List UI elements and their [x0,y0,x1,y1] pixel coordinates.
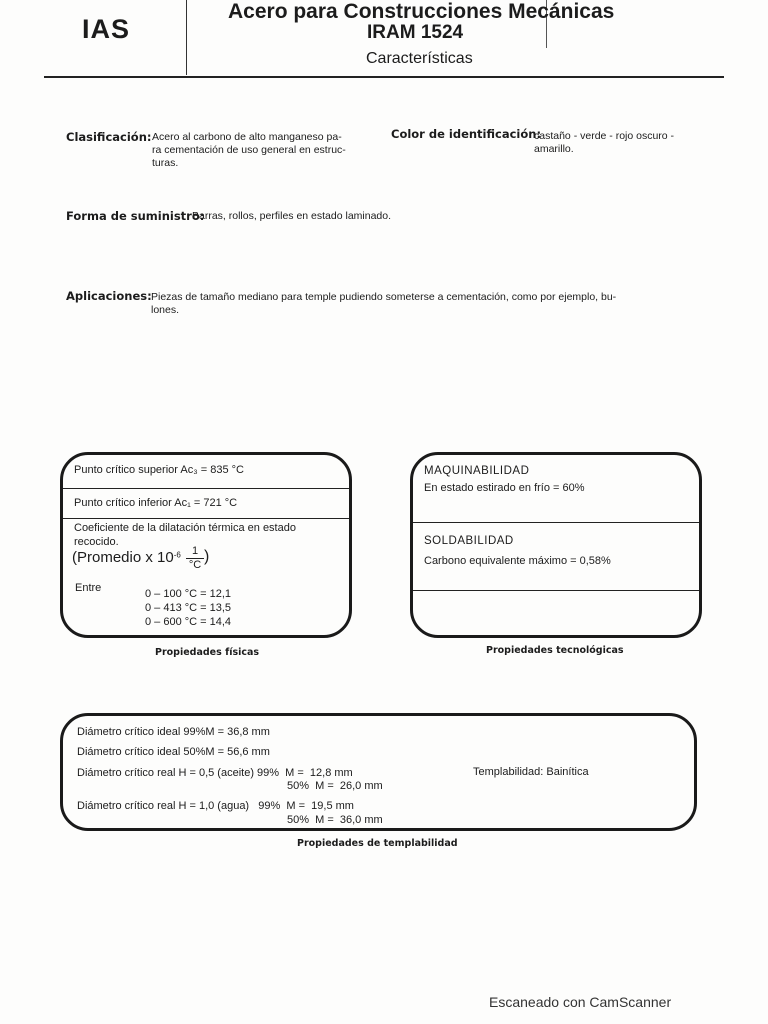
machinability-value: En estado estirado en frío = 60% [424,482,585,494]
row-ac1 [63,489,349,519]
denominator: °C [186,558,204,571]
header-rule [44,76,724,78]
promedio-formula [72,549,181,566]
text-line: Acero al carbono de alto manganeso pa- [152,131,342,143]
closing-paren: ) [204,548,210,565]
critical-point-upper: Punto crítico superior Ac₃ = 835 °C [74,464,244,476]
expansion-ranges [145,587,231,629]
logo: IAS [82,14,131,44]
technological-caption: Propiedades tecnológicas [486,645,624,656]
text-line: ra cementación de uso general en estruc- [152,144,346,156]
physical-caption: Propiedades físicas [155,647,260,658]
hardenability-caption: Propiedades de templabilidad [297,838,458,849]
physical-properties-box [60,452,352,638]
range-item: 0 – 600 °C = 14,4 [145,616,232,628]
clasificacion-label: Clasificación: [66,130,152,144]
text-line: castaño - verde - rojo oscuro - [534,130,675,142]
numerator: 1 [191,545,199,557]
row-ac3 [63,455,349,489]
ideal-diameter-50: Diámetro crítico ideal 50%M = 56,6 mm [77,746,270,758]
aplicaciones-label: Aplicaciones: [66,289,152,303]
real-diameter-water-99: Diámetro crítico real H = 1,0 (agua) 99% M = 19,5 mm [77,800,354,812]
weldability-title: SOLDABILIDAD [424,535,514,547]
hardenability-box [60,713,697,831]
thermal-coefficient [74,521,296,549]
machinability-title: MAQUINABILIDAD [424,465,530,477]
text-line: recocido. [74,536,119,548]
color-label: Color de identificación: [391,127,542,141]
real-diameter-water-50: 50% M = 36,0 mm [287,814,383,826]
critical-point-lower: Punto crítico inferior Ac₁ = 721 °C [74,497,238,509]
ideal-diameter-99: Diámetro crítico ideal 99%M = 36,8 mm [77,726,270,738]
promedio-text: (Promedio x 10 [72,549,174,566]
text-line: Piezas de tamaño mediano para temple pudiendo someterse a cementación, como por ejemplo, bu- [151,291,617,303]
suministro-label: Forma de suministro: [66,209,205,223]
fraction [186,545,204,571]
suministro-text: Barras, rollos, perfiles en estado laminado. [192,210,392,222]
text-line: lones. [151,304,180,316]
machinability-section [413,455,699,523]
real-diameter-oil-99: Diámetro crítico real H = 0,5 (aceite) 99% M = 12,8 mm [77,767,353,779]
clasificacion-text [152,131,346,170]
document-subtitle: Características [366,50,473,67]
real-diameter-oil-50: 50% M = 26,0 mm [287,780,383,792]
range-item: 0 – 413 °C = 13,5 [145,602,232,614]
header-divider [186,0,187,75]
technological-properties-box [410,452,702,638]
range-item: 0 – 100 °C = 12,1 [145,588,232,600]
hardenability-type: Templabilidad: Bainítica [473,766,589,778]
weldability-value: Carbono equivalente máximo = 0,58% [424,555,611,567]
weldability-section [413,523,699,591]
document-title: Acero para Construcciones Mecánicas [228,0,615,23]
entre-label: Entre [75,582,102,594]
text-line: turas. [152,157,179,169]
scanner-watermark: Escaneado con CamScanner [489,994,672,1010]
text-line: amarillo. [534,143,574,155]
exponent: -6 [173,550,181,560]
color-text [534,130,674,156]
aplicaciones-text [151,291,616,317]
text-line: Coeficiente de la dilatación térmica en estado [74,522,296,534]
document-standard: IRAM 1524 [367,22,464,43]
